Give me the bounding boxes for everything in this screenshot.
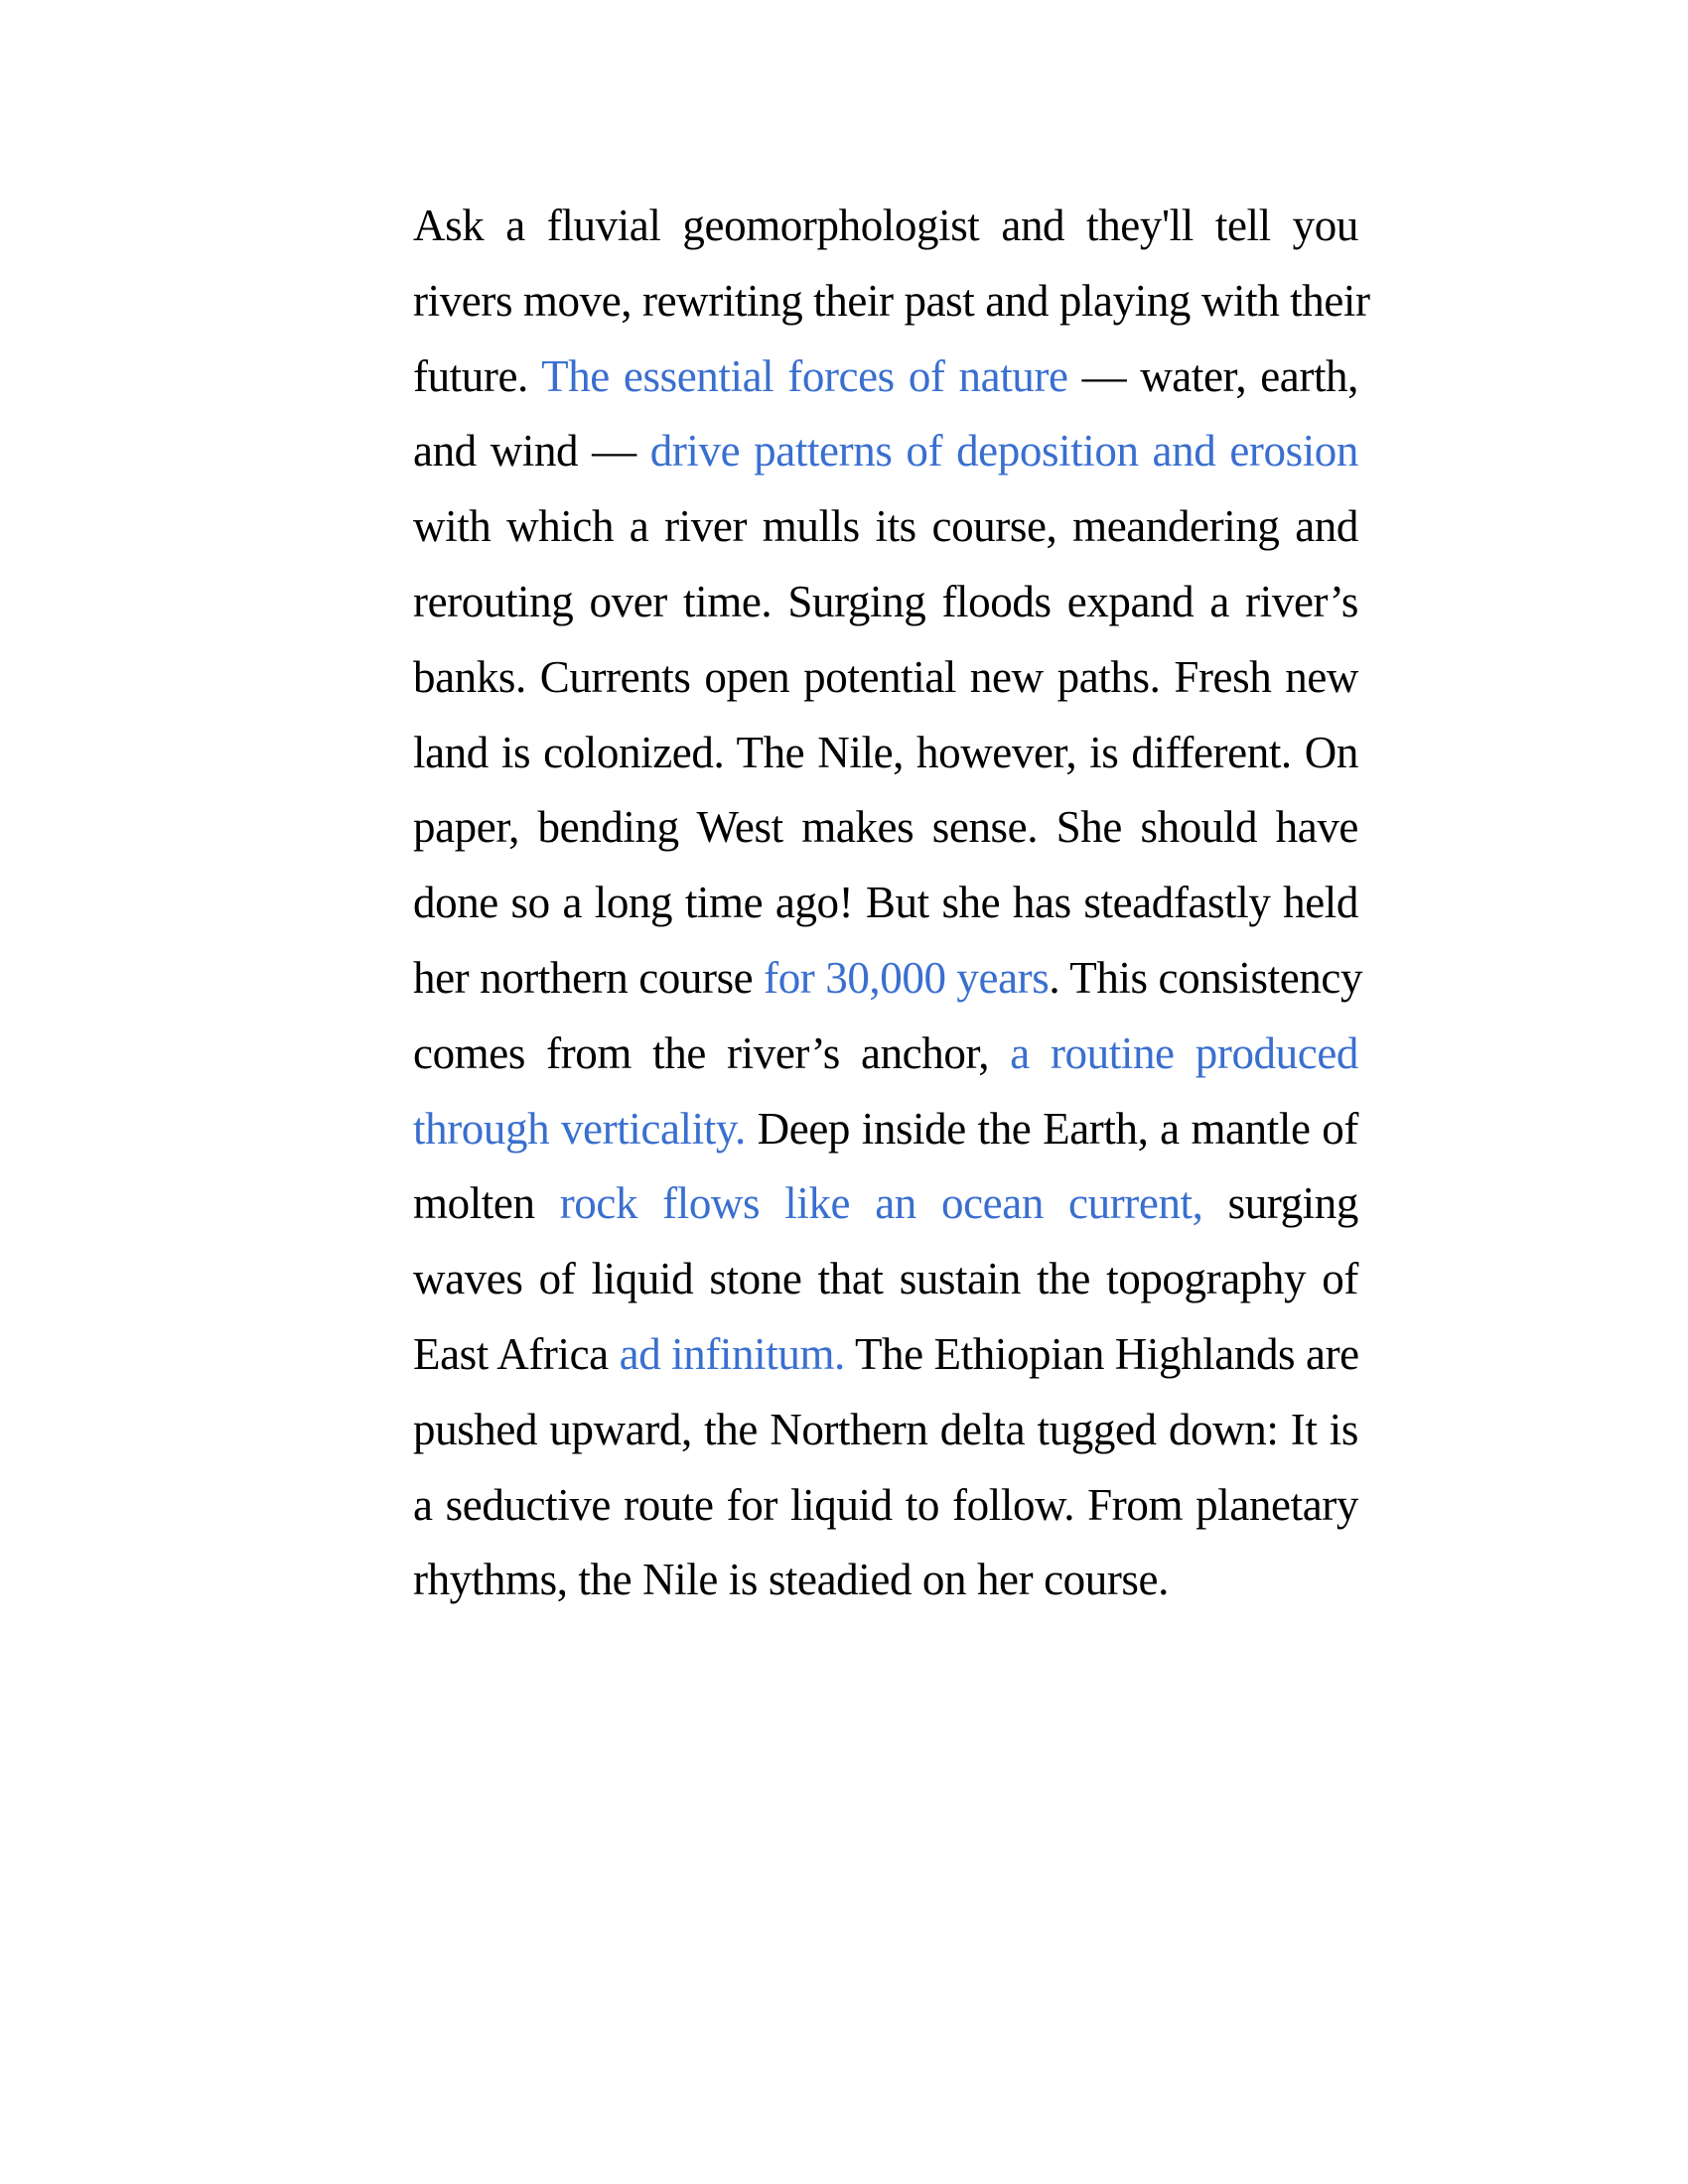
highlighted-text: through verticality. bbox=[413, 1103, 746, 1154]
text-line bbox=[413, 941, 1363, 1017]
text-segment: rivers move, rewriting their past and playing with their bbox=[413, 275, 1370, 326]
text-line bbox=[413, 1543, 1358, 1618]
highlighted-text: ad infinitum. bbox=[619, 1328, 845, 1379]
highlighted-text: a routine produced bbox=[1010, 1027, 1358, 1078]
highlighted-text: The essential forces of nature bbox=[541, 350, 1068, 401]
highlighted-text: for 30,000 years bbox=[764, 952, 1050, 1003]
text-segment: banks. Currents open potential new paths. Fresh new bbox=[413, 651, 1358, 702]
text-segment: rerouting over time. Surging floods expand a river’s bbox=[413, 576, 1358, 626]
text-line bbox=[413, 790, 1358, 866]
text-line bbox=[413, 866, 1358, 941]
text-segment: surging bbox=[1202, 1178, 1358, 1229]
text-line bbox=[413, 1317, 1358, 1393]
text-line bbox=[413, 716, 1358, 791]
text-segment: East Africa bbox=[413, 1328, 620, 1379]
text-segment: . This consistency bbox=[1049, 952, 1363, 1003]
text-line bbox=[413, 340, 1358, 415]
text-segment: comes from the river’s anchor, bbox=[413, 1027, 1011, 1078]
text-segment: paper, bending West makes sense. She should have bbox=[413, 802, 1358, 853]
text-line bbox=[413, 1242, 1358, 1317]
highlighted-text: drive patterns of deposition and erosion bbox=[649, 426, 1358, 477]
text-segment: Ask a fluvial geomorphologist and they'll tell you bbox=[413, 201, 1358, 250]
text-segment: her northern course bbox=[413, 952, 765, 1003]
text-line bbox=[413, 264, 1370, 340]
text-segment: molten bbox=[413, 1178, 560, 1229]
text-line bbox=[413, 489, 1358, 565]
text-line bbox=[413, 189, 1358, 264]
text-line bbox=[413, 1393, 1358, 1468]
body-paragraph bbox=[413, 189, 1370, 1618]
text-line bbox=[413, 414, 1358, 489]
text-segment: and wind — bbox=[413, 426, 650, 477]
text-line bbox=[413, 1092, 1358, 1167]
text-line bbox=[413, 1166, 1358, 1242]
text-segment: land is colonized. The Nile, however, is different. On bbox=[413, 727, 1358, 777]
text-segment: rhythms, the Nile is steadied on her course. bbox=[413, 1555, 1169, 1605]
text-line bbox=[413, 1017, 1358, 1092]
text-line bbox=[413, 640, 1358, 716]
text-segment: with which a river mulls its course, meandering and bbox=[413, 501, 1358, 552]
text-segment: The Ethiopian Highlands are bbox=[844, 1328, 1359, 1379]
highlighted-text: rock flows like an ocean current, bbox=[559, 1178, 1203, 1229]
text-line bbox=[413, 565, 1358, 640]
text-line bbox=[413, 1468, 1358, 1544]
text-segment: pushed upward, the Northern delta tugged down: It is bbox=[413, 1404, 1358, 1454]
text-segment: a seductive route for liquid to follow. From planetary bbox=[413, 1479, 1358, 1530]
text-segment: Deep inside the Earth, a mantle of bbox=[745, 1103, 1358, 1154]
text-segment: — water, earth, bbox=[1067, 350, 1358, 401]
text-segment: future. bbox=[413, 350, 542, 401]
text-segment: done so a long time ago! But she has steadfastly held bbox=[413, 878, 1358, 928]
text-segment: waves of liquid stone that sustain the topography of bbox=[413, 1254, 1358, 1304]
